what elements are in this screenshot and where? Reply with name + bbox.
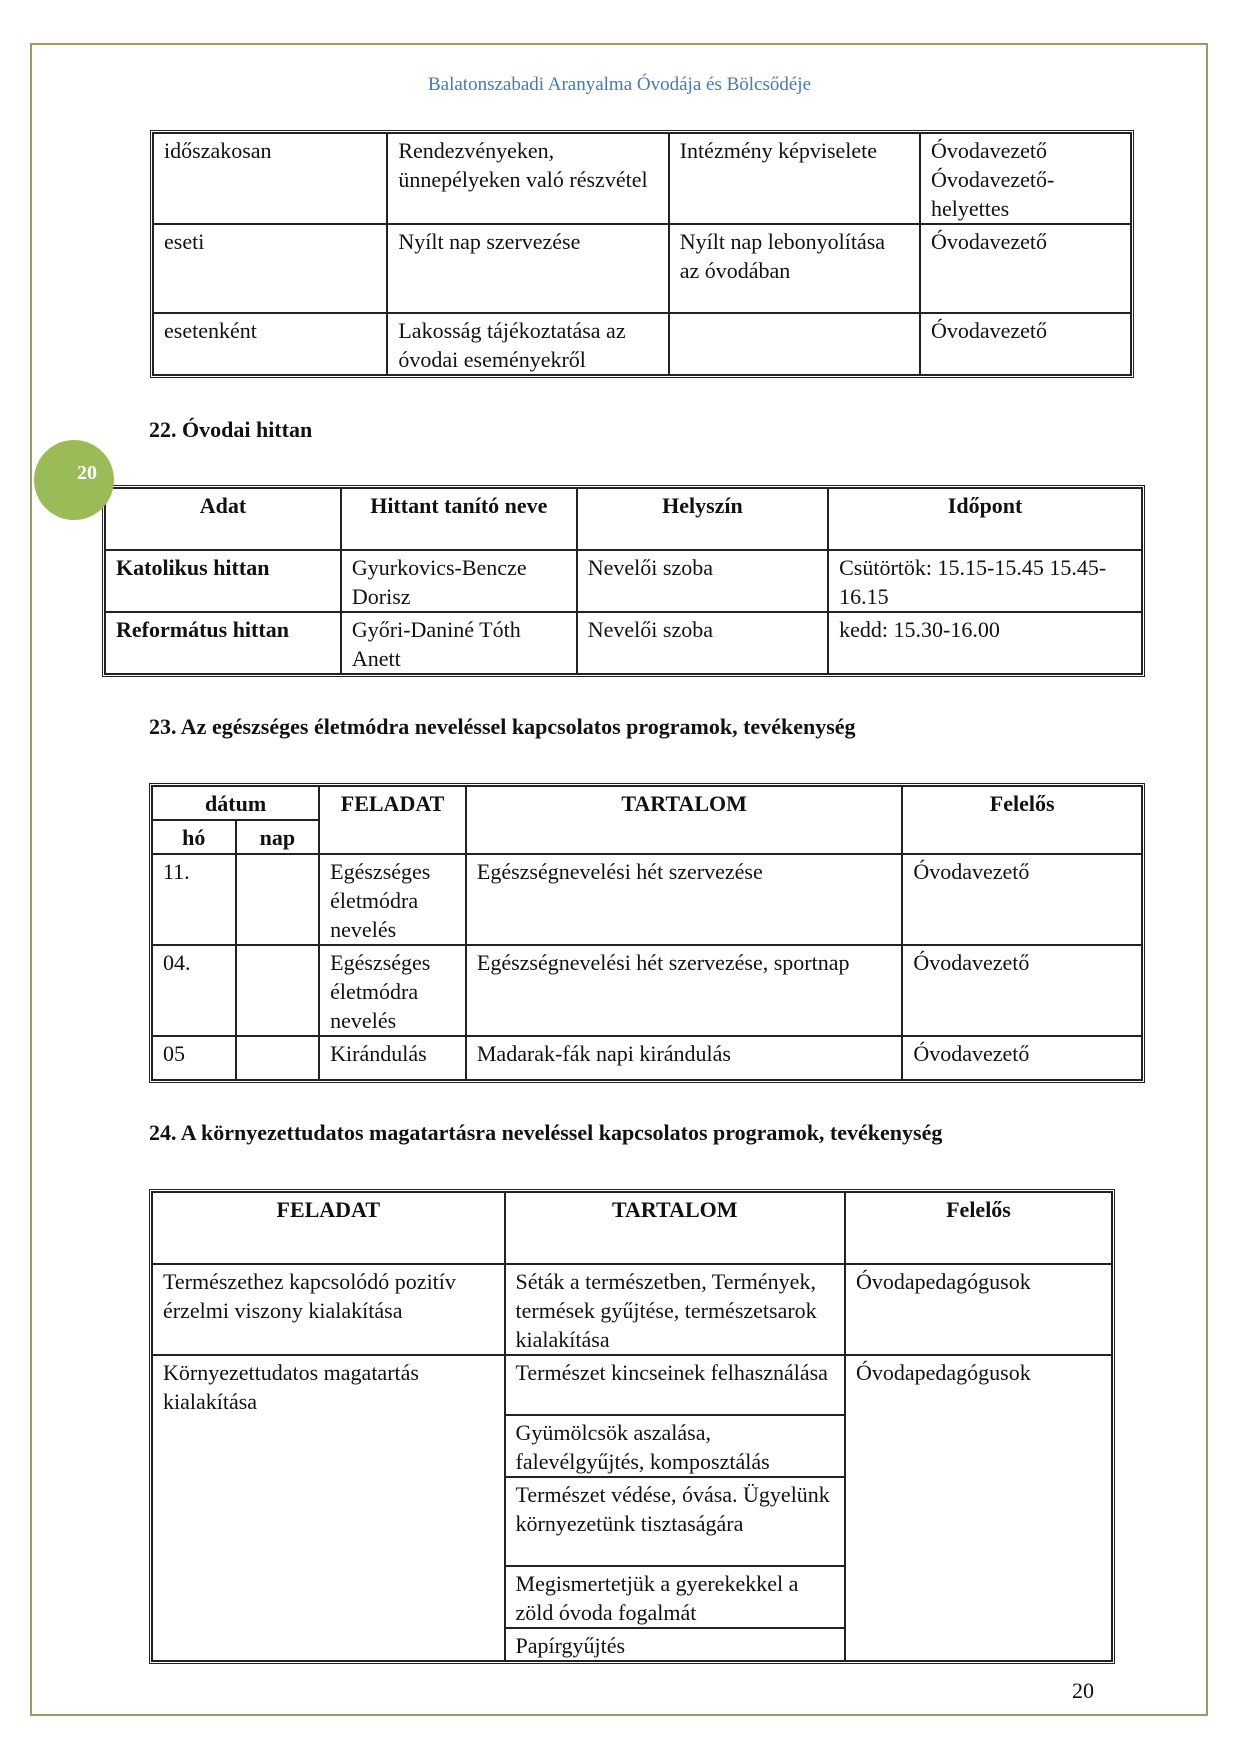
table-cell: Óvodapedagógusok: [845, 1264, 1112, 1355]
table-cell: kedd: 15.30-16.00: [828, 612, 1142, 674]
column-header: Helyszín: [577, 488, 828, 550]
table-cell: Gyümölcsök aszalása, falevélgyűjtés, komposztálás: [505, 1415, 845, 1477]
column-header-feladat: FELADAT: [319, 786, 466, 854]
table-cell: 11.: [152, 854, 236, 945]
table-cell: Séták a természetben, Termények, termések gyűjtése, természetsarok kialakítása: [505, 1264, 845, 1355]
table-cell: [236, 854, 320, 945]
table-cell: Egészségnevelési hét szervezése, sportnap: [466, 945, 902, 1036]
table-cell: Katolikus hittan: [105, 550, 341, 612]
table-cell: Egészséges életmódra nevelés: [319, 945, 466, 1036]
table-cell: Óvodavezető: [920, 313, 1131, 375]
column-header: Időpont: [828, 488, 1142, 550]
table-cell: Csütörtök: 15.15-15.45 15.45-16.15: [828, 550, 1142, 612]
table-cell: Óvodapedagógusok: [845, 1355, 1112, 1661]
table-cell: Gyurkovics-Bencze Dorisz: [341, 550, 577, 612]
table-cell: Nevelői szoba: [577, 612, 828, 674]
table-row: [152, 854, 1142, 945]
table-row: [152, 1355, 1112, 1415]
column-header-felelos: Felelős: [902, 786, 1142, 854]
table-cell: Nyílt nap lebonyolítása az óvodában: [669, 224, 920, 313]
table-cell: Papírgyűjtés: [505, 1628, 845, 1661]
section-title-23: 23. Az egészséges életmódra neveléssel kapcsolatos programok, tevékenység: [149, 714, 856, 739]
table-header-row: [105, 488, 1142, 550]
table-cell: Környezettudatos magatartás kialakítása: [152, 1355, 505, 1661]
table-row: [152, 945, 1142, 1036]
page-header: Balatonszabadi Aranyalma Óvodája és Bölcsődéje: [427, 74, 812, 95]
table-cell: Nyílt nap szervezése: [387, 224, 668, 313]
column-header: Felelős: [845, 1192, 1112, 1264]
table-row: [153, 224, 1131, 313]
column-header: Hittant tanító neve: [341, 488, 577, 550]
column-header-ho: hó: [152, 820, 236, 854]
table-cell: Kirándulás: [319, 1036, 466, 1080]
table-cell: Óvodavezető: [902, 1036, 1142, 1080]
table-cell: Madarak-fák napi kirándulás: [466, 1036, 902, 1080]
table-cell: Nevelői szoba: [577, 550, 828, 612]
column-header: FELADAT: [152, 1192, 505, 1264]
table-environment: [149, 1189, 1115, 1664]
table-cell: 04.: [152, 945, 236, 1036]
table-cell: esetenként: [153, 313, 387, 375]
table-cell: Egészséges életmódra nevelés: [319, 854, 466, 945]
table-cell: Egészségnevelési hét szervezése: [466, 854, 902, 945]
table-row: [153, 313, 1131, 375]
section-title-22: 22. Óvodai hittan: [149, 417, 313, 442]
table-cell: [669, 313, 920, 375]
page-badge-number: 20: [77, 462, 97, 484]
column-header: TARTALOM: [505, 1192, 845, 1264]
table-header-row: [152, 786, 1142, 820]
table-header-row: [152, 1192, 1112, 1264]
table-cell: Győri-Daniné Tóth Anett: [341, 612, 577, 674]
table-row: [152, 1036, 1142, 1080]
table-cell: [236, 1036, 320, 1080]
table-row: [105, 612, 1142, 674]
table-hittan: [102, 485, 1145, 677]
table-cell: Intézmény képviselete: [669, 133, 920, 224]
column-header-datum: dátum: [152, 786, 319, 820]
column-header-nap: nap: [236, 820, 320, 854]
table-cell: [236, 945, 320, 1036]
table-cell: Megismertetjük a gyerekekkel a zöld óvoda fogalmát: [505, 1566, 845, 1628]
table-cell: eseti: [153, 224, 387, 313]
section-title-24: 24. A környezettudatos magatartásra neveléssel kapcsolatos programok, tevékenység: [149, 1120, 943, 1145]
table-cell: Óvodavezető: [902, 854, 1142, 945]
table-row: [153, 133, 1131, 224]
table-cell: Természet kincseinek felhasználása: [505, 1355, 845, 1415]
page-number: 20: [1072, 1678, 1094, 1703]
table-cell: Óvodavezető: [902, 945, 1142, 1036]
table-cell: Természethez kapcsolódó pozitív érzelmi viszony kialakítása: [152, 1264, 505, 1355]
table-cell: Református hittan: [105, 612, 341, 674]
table-cell: 05: [152, 1036, 236, 1080]
table-communication: [150, 130, 1134, 378]
table-health: [149, 783, 1145, 1083]
table-cell: Természet védése, óvása. Ügyelünk környezetünk tisztaságára: [505, 1477, 845, 1566]
table-row: [105, 550, 1142, 612]
table-row: [152, 1264, 1112, 1355]
column-header-tartalom: TARTALOM: [466, 786, 902, 854]
table-cell: Lakosság tájékoztatása az óvodai eseményekről: [387, 313, 668, 375]
table-cell: időszakosan: [153, 133, 387, 224]
column-header: Adat: [105, 488, 341, 550]
page-badge: [34, 440, 114, 520]
table-cell: Óvodavezető: [920, 224, 1131, 313]
table-cell: Óvodavezető Óvodavezető-helyettes: [920, 133, 1131, 224]
table-cell: Rendezvényeken, ünnepélyeken való részvétel: [387, 133, 668, 224]
